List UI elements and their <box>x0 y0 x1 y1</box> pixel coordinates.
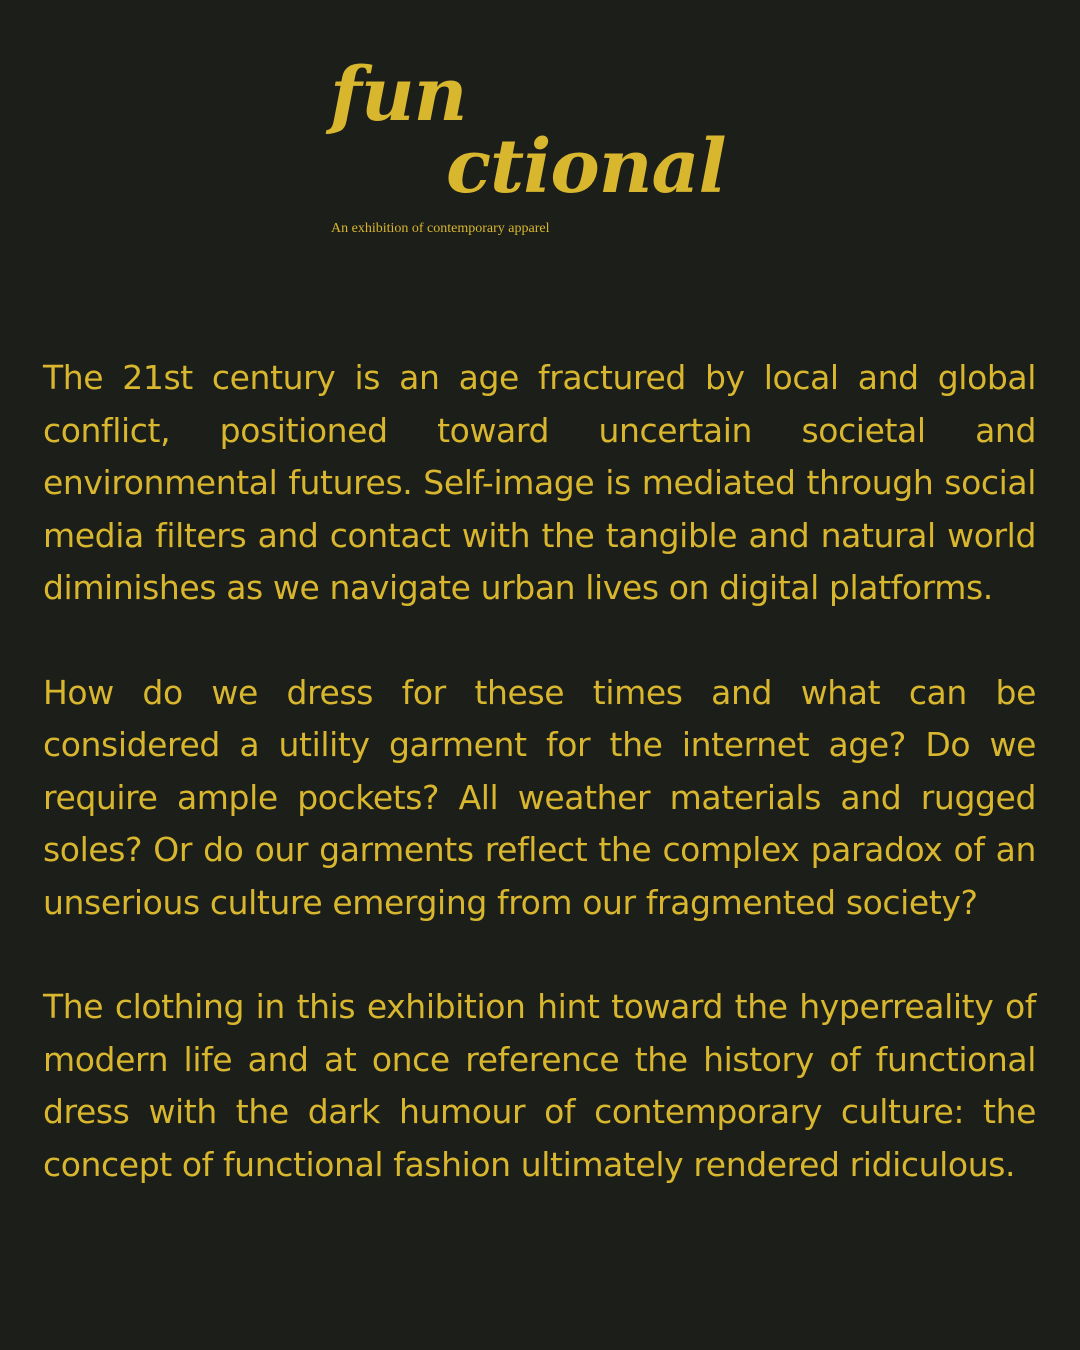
statement-paragraph-1: The 21st century is an age fractured by local and global conflict, positioned toward uncertain societal and environmental futures. Self-image is mediated through social media filters and contact with the tangible and natural world diminishes as we navigate urban lives on digital platforms. <box>43 358 1036 607</box>
statement-paragraph-2: How do we dress for these times and what can be considered a utility garment for the internet age? Do we require ample pockets? All weather materials and rugged soles? Or do our garments reflect the complex paradox of an unserious culture emerging from our fragmented society? <box>43 672 1036 922</box>
exhibition-subtitle: An exhibition of contemporary apparel <box>331 221 550 236</box>
exhibition-statement <box>43 352 1036 1191</box>
exhibition-title-part-2: ctional <box>446 124 726 210</box>
title-block <box>330 52 790 248</box>
exhibition-title-part-1: fun <box>330 52 467 138</box>
statement-paragraph-3: The clothing in this exhibition hint toward the hyperreality of modern life and at once reference the history of functional dress with the dark humour of contemporary culture: the concept of functional fashion ultimately rendered ridiculous. <box>43 987 1036 1184</box>
